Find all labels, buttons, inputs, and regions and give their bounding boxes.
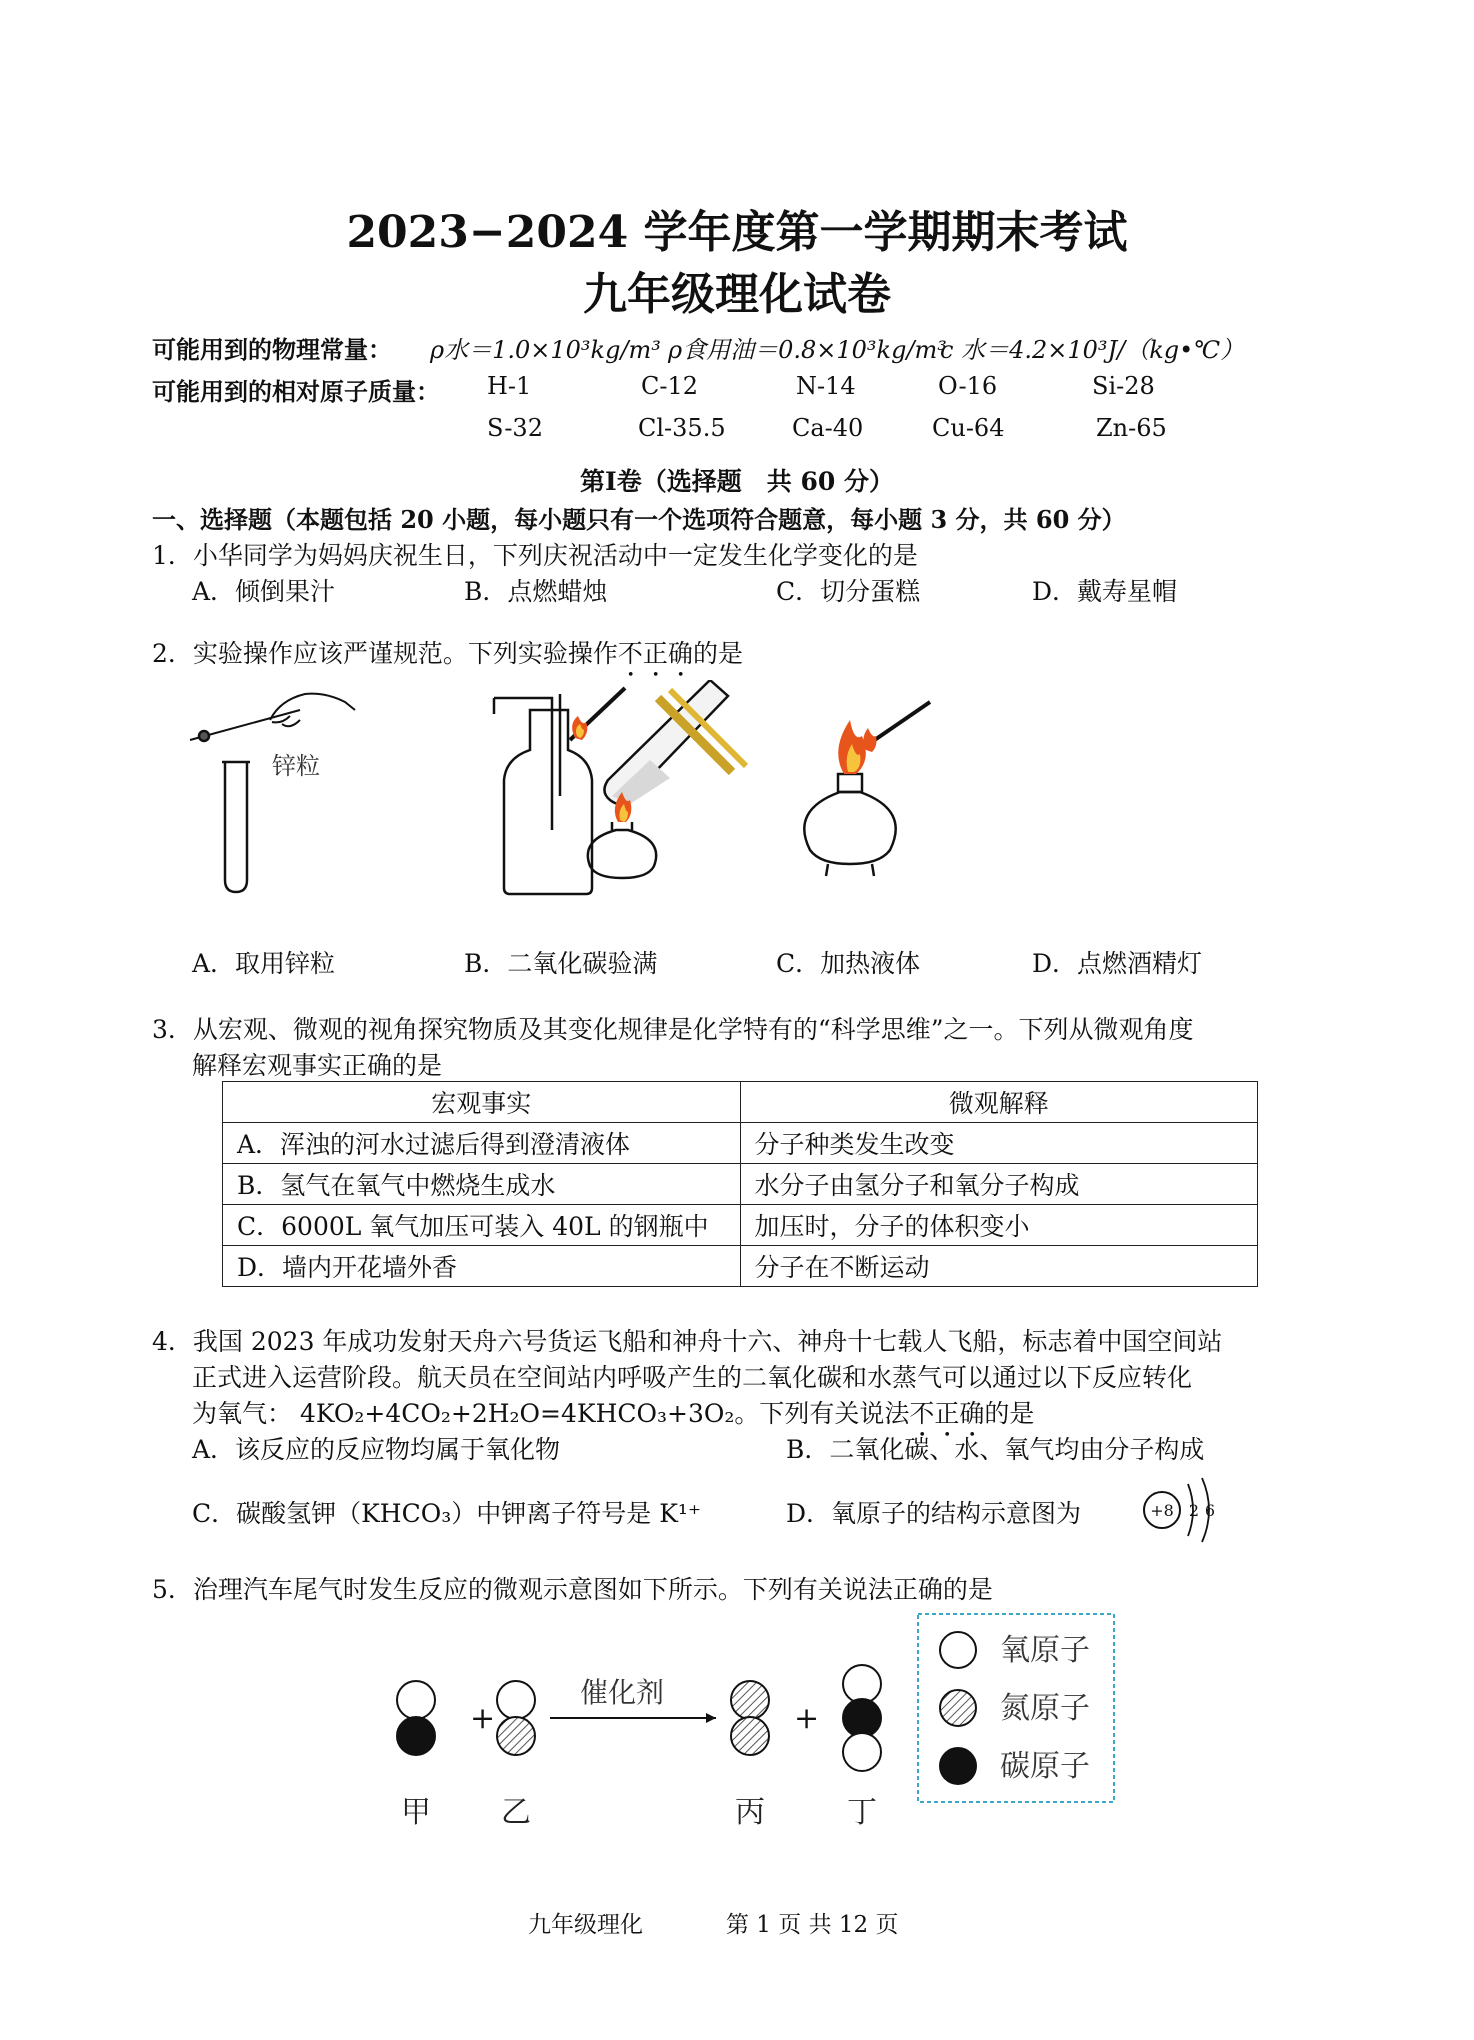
q4-stem-tail: 的是 <box>984 1399 1035 1428</box>
molecule-yi <box>497 1681 535 1755</box>
q2-option-d: D．点燃酒精灯 <box>1032 949 1203 978</box>
nucleus-charge: +8 <box>1150 1501 1174 1520</box>
footer-page-number: 第 1 页 共 12 页 <box>726 1912 899 1938</box>
molecule-label: 乙 <box>501 1795 531 1830</box>
volume-title: 第Ⅰ卷（选择题 共 60 分） <box>580 467 894 496</box>
table-cell: C．6000L 氧气加压可装入 40L 的钢瓶中 <box>223 1205 741 1246</box>
q2-option-a: A．取用锌粒 <box>192 949 336 978</box>
q5-reaction-diagram <box>380 1600 1120 1840</box>
alcohol-lamp-figure <box>804 702 930 876</box>
shell-1-electrons: 2 <box>1188 1501 1200 1520</box>
molecule-label: 丁 <box>847 1795 877 1830</box>
c-water: c 水＝4.2×10³J/（kg•℃） <box>940 336 1245 364</box>
atomic-mass-label: 可能用到的相对原子质量： <box>152 377 440 406</box>
q4-option-a: A．该反应的反应物均属于氧化物 <box>192 1435 561 1464</box>
q4-option-d: D．氧原子的结构示意图为 <box>786 1499 1082 1528</box>
q2-stem-text: 2．实验操作应该严谨规范。下列实验操作 <box>152 639 618 668</box>
legend-nitrogen: 氮原子 <box>1000 1691 1090 1726</box>
atomic-mass-item: Cu-64 <box>932 414 1005 442</box>
table-row <box>223 1205 1258 1246</box>
q2-stem-tail: 的是 <box>692 639 743 668</box>
molecule-label: 丙 <box>735 1795 765 1830</box>
molecule-jia <box>397 1681 435 1755</box>
q4-option-c: C．碳酸氢钾（KHCO₃）中钾离子符号是 K¹⁺ <box>192 1499 702 1528</box>
q1-option-a: A．倾倒果汁 <box>192 577 336 606</box>
molecule-label: 甲 <box>401 1795 431 1830</box>
table-row <box>223 1164 1258 1205</box>
part-title: 一、选择题（本题包括 20 小题，每小题只有一个选项符合题意，每小题 3 分，共 60 分） <box>152 505 1126 534</box>
atomic-mass-item: S-32 <box>487 414 543 442</box>
oxygen-atom-icon <box>940 1632 976 1668</box>
nitrogen-atom-icon <box>940 1690 976 1726</box>
q3-table <box>222 1081 1258 1287</box>
atomic-mass-item: C-12 <box>641 372 699 400</box>
q4-stem-emphasis: 不正确 <box>909 1399 985 1428</box>
plus-sign: + <box>470 1701 496 1736</box>
physics-constants-label: 可能用到的物理常量： <box>152 335 392 364</box>
table-header-row <box>223 1082 1258 1123</box>
heating-liquid-figure <box>588 680 746 878</box>
q4-stem-line1: 4．我国 2023 年成功发射天舟六号货运飞船和神舟十六、神舟十七载人飞船，标志着中国空间站 <box>152 1327 1223 1356</box>
plus-sign: + <box>794 1701 820 1736</box>
oxygen-atom-diagram <box>1136 1470 1226 1550</box>
rho-water: ρ水＝1.0×10³kg/m³ <box>430 336 661 364</box>
table-row <box>223 1246 1258 1287</box>
atomic-mass-item: Si-28 <box>1092 372 1155 400</box>
legend-carbon: 碳原子 <box>1000 1749 1090 1784</box>
q2-stem <box>152 634 743 683</box>
q1-option-d: D．戴寿星帽 <box>1032 577 1178 606</box>
molecule-bing <box>731 1681 769 1755</box>
q3-stem-line2: 解释宏观事实正确的是 <box>192 1051 443 1080</box>
q4-option-b: B．二氧化碳、水、氧气均由分子构成 <box>786 1435 1205 1464</box>
q3-stem-line1: 3．从宏观、微观的视角探究物质及其变化规律是化学特有的“科学思维”之一。下列从微观角度 <box>152 1015 1194 1044</box>
table-row <box>223 1123 1258 1164</box>
q2-option-b: B．二氧化碳验满 <box>464 949 658 978</box>
atomic-mass-item: N-14 <box>796 372 856 400</box>
test-tube-zinc-figure <box>190 694 355 892</box>
q2-option-c: C．加热液体 <box>776 949 921 978</box>
table-header-micro: 微观解释 <box>740 1082 1258 1123</box>
q4-stem-text: 为氧气： 4KO₂+4CO₂+2H₂O=4KHCO₃+3O₂。下列有关说法 <box>192 1399 910 1428</box>
table-cell: 分子在不断运动 <box>740 1246 1258 1287</box>
table-cell: 加压时，分子的体积变小 <box>740 1205 1258 1246</box>
q4-stem-line2: 正式进入运营阶段。航天员在空间站内呼吸产生的二氧化碳和水蒸气可以通过以下反应转化 <box>192 1363 1193 1392</box>
table-header-macro: 宏观事实 <box>223 1082 741 1123</box>
table-cell: 分子种类发生改变 <box>740 1123 1258 1164</box>
atomic-mass-item: Cl-35.5 <box>638 414 726 442</box>
table-cell: A．浑浊的河水过滤后得到澄清液体 <box>223 1123 741 1164</box>
q1-option-b: B．点燃蜡烛 <box>464 577 608 606</box>
table-cell: B．氢气在氧气中燃烧生成水 <box>223 1164 741 1205</box>
q1-stem: 1．小华同学为妈妈庆祝生日，下列庆祝活动中一定发生化学变化的是 <box>152 541 918 570</box>
exam-subtitle: 九年级理化试卷 <box>583 269 891 320</box>
zinc-label: 锌粒 <box>272 752 320 780</box>
q2-figures <box>150 680 1290 920</box>
table-cell: D．墙内开花墙外香 <box>223 1246 741 1287</box>
atomic-mass-item: O-16 <box>938 372 998 400</box>
exam-title: 2023−2024 学年度第一学期期末考试 <box>346 207 1128 258</box>
shell-2-electrons: 6 <box>1204 1501 1216 1520</box>
q1-option-c: C．切分蛋糕 <box>776 577 921 606</box>
catalyst-label: 催化剂 <box>580 1676 665 1709</box>
atomic-mass-item: Zn-65 <box>1096 414 1167 442</box>
atomic-mass-item: H-1 <box>487 372 532 400</box>
carbon-atom-icon <box>940 1748 976 1784</box>
q2-stem-emphasis: 不正确 <box>617 639 693 668</box>
footer-subject: 九年级理化 <box>528 1912 643 1938</box>
legend-oxygen: 氧原子 <box>1000 1633 1090 1668</box>
q5-stem: 5．治理汽车尾气时发生反应的微观示意图如下所示。下列有关说法正确的是 <box>152 1575 993 1604</box>
molecule-ding <box>843 1665 881 1771</box>
atomic-mass-item: Ca-40 <box>792 414 864 442</box>
table-cell: 水分子由氢分子和氧分子构成 <box>740 1164 1258 1205</box>
rho-oil: ρ食用油＝0.8×10³kg/m³ <box>668 336 947 364</box>
